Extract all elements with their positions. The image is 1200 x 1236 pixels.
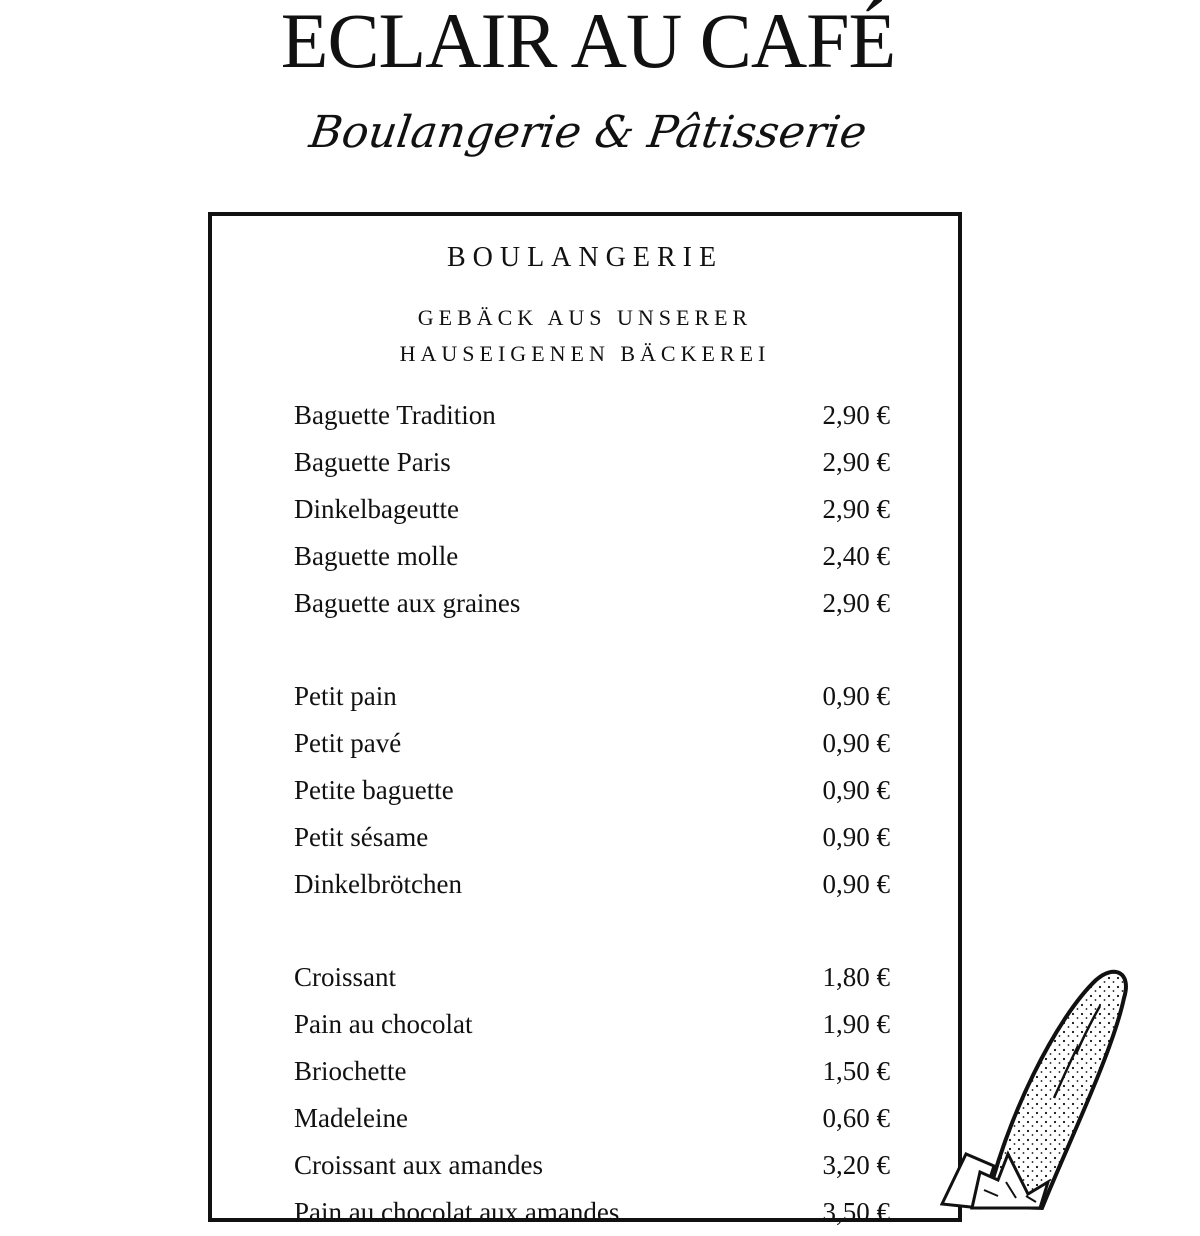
menu-item-price: 2,90 € [822, 447, 890, 477]
menu-item-price: 3,20 € [822, 1150, 890, 1180]
menu-item [294, 1001, 890, 1048]
menu-item-name: Petit pavé [294, 728, 402, 758]
group-spacer [294, 908, 890, 954]
group-spacer [294, 627, 890, 673]
menu-item [294, 486, 890, 533]
section-subtitle [212, 300, 958, 372]
menu-item-name: Petit pain [294, 681, 397, 711]
menu-item-name: Briochette [294, 1056, 407, 1086]
baguette-illustration-icon [936, 958, 1146, 1208]
menu-item-name: Petit sésame [294, 822, 429, 852]
menu-card [208, 212, 962, 1227]
section-subtitle-line-1: GEBÄCK AUS UNSERER [417, 305, 753, 330]
menu-item-price: 3,50 € [822, 1197, 890, 1227]
menu-item-name: Baguette Paris [294, 447, 451, 477]
menu-item-name: Dinkelbrötchen [294, 869, 462, 899]
menu-item-name: Pain au chocolat [294, 1009, 473, 1039]
menu-item [294, 533, 890, 580]
menu-item-price: 0,90 € [822, 822, 890, 852]
menu-item [294, 1095, 890, 1142]
menu-item [294, 814, 890, 861]
menu-item-name: Baguette Tradition [294, 400, 496, 430]
menu-item-price: 0,90 € [822, 681, 890, 711]
menu-item-list [294, 392, 890, 1236]
menu-item-price: 2,40 € [822, 541, 890, 571]
menu-item-price: 0,90 € [822, 728, 890, 758]
cafe-subtitle: Boulangerie & Pâtisserie [306, 107, 870, 158]
menu-item-price: 1,80 € [822, 962, 890, 992]
menu-item-price: 0,60 € [822, 1103, 890, 1133]
menu-item [294, 580, 890, 627]
menu-item [294, 954, 890, 1001]
menu-item-price: 0,90 € [822, 869, 890, 899]
menu-item-price: 1,90 € [822, 1009, 890, 1039]
menu-item-name: Petite baguette [294, 775, 454, 805]
menu-item-name: Baguette molle [294, 541, 459, 571]
menu-item [294, 767, 890, 814]
section-subtitle-line-2: HAUSEIGENEN BÄCKEREI [399, 341, 771, 366]
menu-item-name: Croissant aux amandes [294, 1150, 543, 1180]
menu-item-name: Croissant [294, 962, 397, 992]
section-title: BOULANGERIE [446, 242, 724, 273]
menu-item-price: 1,50 € [822, 1056, 890, 1086]
menu-item [294, 1142, 890, 1189]
menu-item [294, 673, 890, 720]
menu-item-price: 2,90 € [822, 494, 890, 524]
menu-item-name: Dinkelbageutte [294, 494, 459, 524]
menu-item-price: 2,90 € [822, 588, 890, 618]
menu-item [294, 720, 890, 767]
menu-item [294, 439, 890, 486]
menu-item-name: Madeleine [294, 1103, 408, 1133]
menu-item-name: Baguette aux graines [294, 588, 521, 618]
menu-item [294, 392, 890, 439]
menu-item-price: 2,90 € [822, 400, 890, 430]
menu-item-name: Pain au chocolat aux amandes [294, 1197, 620, 1227]
menu-item-price: 0,90 € [822, 775, 890, 805]
menu-item [294, 1048, 890, 1095]
menu-item [294, 861, 890, 908]
cafe-title: ECLAIR AU CAFÉ [280, 0, 896, 84]
menu-item [294, 1189, 890, 1236]
